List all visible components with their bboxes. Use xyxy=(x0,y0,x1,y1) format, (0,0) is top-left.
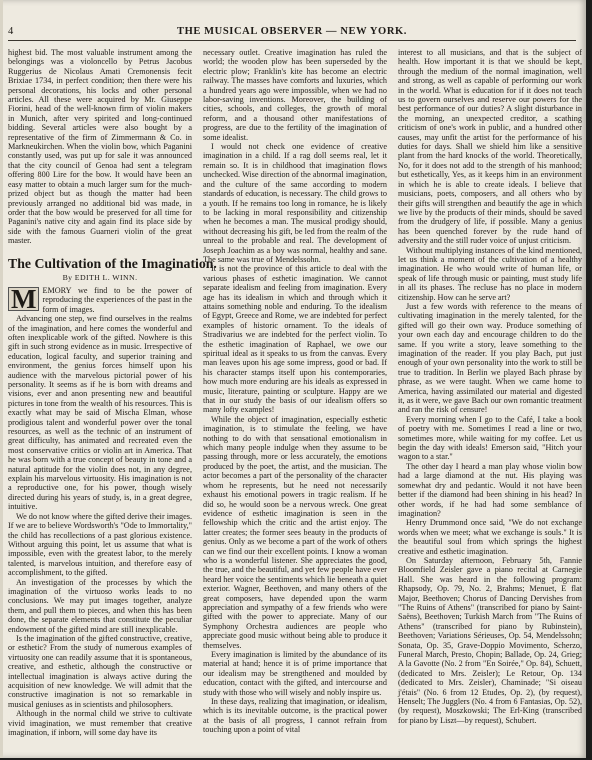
paragraph: We do not know where the gifted derive their images. If we are to believe Wordsworth's "Ode to Immortality," the child has recollections of a past glorious existence. Without arguing this point, let us assume that what is impossible, even with the greatest labor, to the merely talented, is marvelous intuition, and therefore easy of accomplishment, to the gifted. xyxy=(8,511,192,578)
running-head: THE MUSICAL OBSERVER — NEW YORK. xyxy=(176,26,408,37)
paragraph: Every imagination is limited by the abundance of its material at hand; hence it is of prime importance that our idealism may be strengthened and moulded by education, contact with the gifted, and intercourse and study with those who will wisely and nobly inspire us. xyxy=(203,650,387,697)
column-2 xyxy=(203,48,387,735)
paragraph: Every morning when I go to the Café, I take a book of poetry with me. Sometimes I read a line or two, sometimes more, while waiting for my coffee. Let us begin the day with ideals! Emerson said, "Hitch your wagon to a star." xyxy=(398,414,582,462)
paragraph: necessary outlet. Creative imagination has ruled the world; the wooden plow has been superseded by the electric plow; Franklin's kite has become an electric railway. The masses have comforts and luxuries, which a hundred years ago were impossible, when we had no labor-saving inventions. Moreover, the building of cities, schools, and colleges, the growth of moral reform, and a thousand other manifestations of progress, are due to the fertility of the imagination of some idealist. xyxy=(203,48,387,142)
article-title: The Cultivation of the Imagination. xyxy=(8,255,217,271)
paragraph: In these days, realizing that imagination, or idealism, which is its inevitable outcome, is the practical power at the basis of all progress, I cannot refrain from touching upon a point of vital xyxy=(203,697,387,735)
paragraph: An investigation of the processes by which the imagination of the virtuoso works leads to no conclusions. We may put images together, analyze them, and pull them to pieces, and when this has been done, the separate elements that constitute the peculiar endowment of the gifted mind are still inexplicable. xyxy=(8,577,192,634)
paragraph: I would not check one evidence of creative imagination in a child. If a rag doll seems real, let it remain so. It is in childhood that imagination flows unchecked. Wise direction of the abnormal imagination, and the culture of the same according to modern standards of education, is necessary. The child grows to a youth. If he remains too long in romance, he is likely to be lacking in moral responsibility and citizenship when he becomes a man. The musical prodigy should, without decreasing his gift, be led from the realm of the unreal to the probable and real. The development of Joseph Joachim as a boy was normal, healthy and sane. The same was true of Mendelssohn. xyxy=(203,142,387,264)
page-header xyxy=(8,26,576,38)
drop-cap: M xyxy=(8,287,39,311)
paganini-article-continuation: highest bid. The most valuable instrument among the belongings was a violoncello by Petrus Jacobus Ruggerius de Nicolaus Amati Cremonensis fecit Brixiae 1734, in perfect condition; then there were his personal decorations, his locks and other personal articles. All these were acquired by Mr. Giuseppe Fiorini, head of the well-known firm of violin makers in Munich, after very spirited and long-continued bidding. Several articles were also bought by a representative of the firm of Zimmermann & Co. in Markneukirchen. When the violin bow, which Paganini constantly used, was put up for sale it was announced that the city council of Genoa had sent a telegram offering 800 Lire for the bow. It would have been an easy matter to obtain a much larger sum for the much-prized object but as though the matter had been previously arranged no additional bid was made, in order that the bow would be preserved for all time for Paganini's native city and again find its place side by side with the famous Guarneri violin of the great master. xyxy=(8,48,192,246)
paragraph: Although in the normal child we strive to cultivate vivid imagination, we must remember that creative imagination, if inborn, will some day have its xyxy=(8,709,192,738)
paragraph: While the object of imagination, especially esthetic imagination, is to stimulate the feeling, we have nothing to do with that sensational emotionalism in which many people indulge when they assume to be passing through, more or less accurately, the emotions produced by the poet, the artist, and the musician. The actor becomes a part of the personality of the character whom he represents, but he need not necessarily exhaust his emotional powers in tragic realism. If he did so, he would soon be a nervous wreck. One great evidence of esthetic imagination is seen in the fellowship which the critic and the artist enjoy. The latter creates; the former sees beauty in the products of genius. Only as we become a part of the work of others can we find our their excellent points. I know a woman who is a wonderful listener. She appreciates the good, the true, and the beautiful, and yet few people have ever heard her voice the sentiments which lie beneath a quiet exterior. Wagner, Beethoven, and many others of the great composers, have depended upon the warm appreciation and sympathy of a few friends who were gifted with the power to appreciate. Many of our Symphony Orchestra audiences are people who appreciate good music without being able to produce it themselves. xyxy=(203,414,387,650)
recital-program-paragraph: On Saturday afternoon, February 5th, Fannie Bloomfield Zeisler gave a piano recital at Carnegie Hall. She was heard in the following program: Rhapsody, Op. 79, No. 2, Brahms; Menuet, E flat Major, Beethoven; Chorus of Dancing Dervishes from "The Ruins of Athens" (transcribed for piano by Saint-Saëns), Beethoven; Turkish March from "The Ruins of Athens" (transcribed for piano by Rubinstein), Beethoven; Variations Sérieuses, Op. 54, Mendelssohn; Sonata, Op. 35, Grave-Doppio Movimento, Scherzo, Funeral March, Presto, Chopin; Ballade, Op. 24, Grieg; A la Gavotte (No. 2 from "En Soirée," Op. 84), Schuett, (dedicated to Mrs. Zeisler); Le Retour, Op. 134 (dedicated to Mrs. Zeisler), Chaminade; "Si oiseau j'étais" (No. 6 from 12 Etudes, Op. 2), (by request), Henselt; The Jugglers (No. 4 from 6 Fantasias, Op. 52), (by request), Moszkowski; The Erl-King (transcribed for piano by Liszt—by request), Schubert. xyxy=(398,555,582,725)
paragraph: It is not the province of this article to deal with the various phases of esthetic imagination. We cannot separate idealism and feeling from imagination. Every age has its idealism in which and through which it attains something noble and enduring. To the idealism of Egypt, Greece and Rome, we are indebted for perfect examples of historic ornament. To the ideals of Stradivarius we are indebted for the perfect violin. To the esthetic imagination of Raphael, we owe our spiritual ideal as it speaks to us from the canvas. Every man leaves upon his age some impress, good or bad. If his character stamps itself upon his contemporaries, how much more enduring are his ideals as expressed in music, literature, painting or sculpture. Happy are we that in our study the basis of our idealism offers so many lofty examples! xyxy=(203,264,387,415)
page-number: 4 xyxy=(8,26,14,37)
paragraph: interest to all musicians, and that is the subject of health. How important it is that we should be kept, through the medium of the normal imagination, well and strong, as well as capable of performing our work in the world. What is education for if it does not teach us to govern ourselves and reserve our powers for the best performance of our duties? A slight disturbance in the morning, an unexpected creditor, a scathing criticism of one's work in public, and a hundred other causes, may unfit the artist for the performance of his duties for days. Shall we shield him like a sensitive plant from the hard knocks of the world. Theoretically, No, for it does not add to the strength of his manhood; but esthetically, Yes, as it keeps him in an environment in which he is able to create ideals. I believe that musicians, poets, composers, and all others who by their gifts will strengthen and beautify the age in which we live by the products of their minds, should be saved from the drudgery of life, if possible. Many a genius has been quenched forever by the rude hand of adversity and the still ruder voice of unjust criticism. xyxy=(398,48,582,246)
paragraph: Is the imagination of the gifted constructive, creative, or esthetic? From the study of numerous examples of virtuosity one can readily assume that it is spontaneous, creative, and esthetic, although the constructive or intellectual imagination is always active during the acquisition of new knowledge. We will admit that the constructive imagination is not so remarkable in musical geniuses as in scientists and philosophers. xyxy=(8,633,192,709)
paragraph: Just a few words with reference to the means of cultivating imagination in the merely talented, for the gifted will go their own way. Produce something of your own each day and encourage children to do the same. If you write a story, leave something to the imagination of the reader. If you play Bach, put just enough of your own personality into the work to still be true to tradition. In Berlin we played Bach phrase by phrase, as we were taught. When we came home to America, having assimilated our material and digested it, as it were, we gave Bach our own romantic treatment and ran the risk of censure! xyxy=(398,301,582,415)
opening-text: EMORY we find to be the power of reproducing the experiences of the past in the form of images. xyxy=(42,285,192,314)
paragraph: Advancing one step, we find ourselves in the realms of the imagination, and here comes the wonderful and often inexplicable work of the gifted. Nowhere is this gift in such strong evidence as in music. Irrespective of education, logical faculty, and superior training and environment, the genius forces himself upon his audience with the marvelous pictorial power of his personality. It seems as if he is born with dreams and visions, ever and anon presenting new and beautiful pictures in tone from the wealth of his resources. This is exactly what may be said of Mischa Elman, whose prodigious talent and wonderful power over the tonal resources, as well as the technic of an instrument of great difficulty, has animated and recreated even the most conservative critics or violin art in America. That he was born with a true concept of beauty in tone and a natural aptitude for the violin does not, in any degree, explain his marvelous virtuosity. His imagination is not a reproductive one, for his power, though wisely directed during his years of study, is, in a great degree, intuitive. xyxy=(8,314,192,512)
article-byline: By EDITH L. WINN. xyxy=(62,272,138,282)
article-opening-paragraph xyxy=(8,283,192,314)
paragraph: Without multiplying instances of the kind mentioned, let us think a moment of the cultivation of a healthy imagination. He who would write of human life, or speak of life through music or painting, must study life in all its phases. The recluse has no place in modern citizenship. How can he serve art? xyxy=(398,245,582,302)
paragraph: Henry Drummond once said, "We do not exchange words when we meet; what we exchange is souls." It is the beautiful soul from which springs the highest creative and esthetic imagination. xyxy=(398,518,582,556)
page-spine-edge xyxy=(0,0,3,758)
header-rule xyxy=(8,40,576,41)
paragraph: The other day I heard a man play whose violin bow had a large diamond at the nut. His playing was somewhat dry and pedantic. Would it not have been better if the diamond had been shining in his head? In other words, if he had had some semblance of imagination? xyxy=(398,461,582,518)
column-3 xyxy=(398,48,582,725)
column-1 xyxy=(8,48,217,738)
